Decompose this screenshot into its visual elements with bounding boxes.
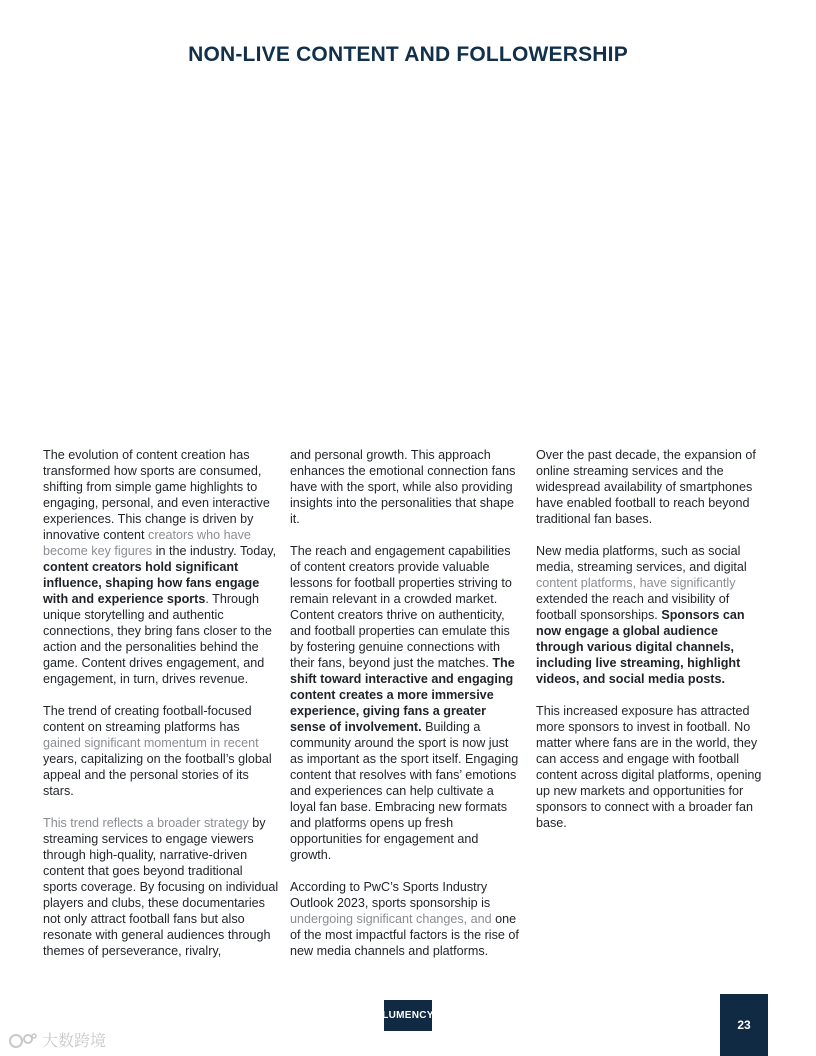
text-run: by streaming services to engage viewers through high-quality, narrative-driven content that goes beyond traditional sports coverage. By focusing on individual players and clubs, these documentaries not only attract football fans but also resonate with general audiences through themes of perseverance, rivalry,	[43, 815, 279, 958]
text-column-right	[536, 448, 762, 848]
text-run: According to PwC’s Sports Industry Outlook 2023, sports sponsorship is	[290, 879, 491, 910]
lumency-logo: LUMENCY	[384, 1000, 432, 1031]
text-column-middle	[290, 448, 522, 976]
page-title: NON-LIVE CONTENT AND FOLLOWERSHIP	[188, 43, 628, 66]
text-run: extended the reach and visibility of football sponsorships.	[536, 591, 730, 622]
text-column-left	[43, 448, 279, 976]
highlighted-text: gained significant momentum in recent	[43, 735, 259, 750]
text-run: . Through unique storytelling and authentic connections, they bring fans closer to the action and the personalities behind the game. Content drives engagement, and engagement, in turn, drives revenue.	[43, 591, 272, 686]
highlighted-text: content platforms, have significantly	[536, 575, 736, 590]
watermark-logo-icon	[8, 1030, 38, 1050]
text-run: in the industry. Today,	[152, 543, 277, 558]
bold-text: Sponsors can now engage a global audience through various digital channels, including live streaming, highlight videos, and social media posts.	[536, 607, 745, 686]
paragraph	[290, 544, 522, 864]
bold-text: content creators hold significant influence, shaping how fans engage with and experience sports	[43, 559, 260, 606]
text-run: The trend of creating football-focused content on streaming platforms has	[43, 703, 252, 734]
text-run: The evolution of content creation has transformed how sports are consumed, shifting from simple game highlights to engaging, personal, and even interactive experiences. This change is driven by innovative content	[43, 448, 270, 542]
paragraph	[290, 880, 522, 960]
highlighted-text: creators who have become key figures	[43, 527, 251, 558]
bold-text: The shift toward interactive and engaging content creates a more immersive experience, giving fans a greater sense of involvement.	[290, 655, 515, 734]
paragraph	[43, 448, 279, 688]
text-run: years, capitalizing on the football’s global appeal and the personal stories of its stars.	[43, 751, 272, 798]
highlighted-text: This trend reflects a broader strategy	[43, 815, 249, 830]
text-run: one of the most impactful factors is the rise of new media channels and platforms.	[290, 911, 519, 958]
paragraph	[43, 816, 279, 960]
paragraph	[43, 704, 279, 800]
paragraph: This increased exposure has attracted more sponsors to invest in football. No matter where fans are in the world, they can access and engage with football content across digital platforms, opening up new markets and opportunities for sponsors to connect with a broader fan base.	[536, 703, 762, 830]
watermark	[8, 1028, 106, 1051]
paragraph: and personal growth. This approach enhances the emotional connection fans have with the sport, while also providing insights into the personalities that shape it.	[290, 448, 516, 526]
paragraph: Over the past decade, the expansion of online streaming services and the widespread availability of smartphones have enabled football to reach beyond traditional fan bases.	[536, 448, 756, 526]
page-number: 23	[720, 994, 768, 1056]
watermark-text: 大数跨境	[42, 1031, 107, 1050]
text-run: New media platforms, such as social media, streaming services, and digital	[536, 543, 747, 574]
text-run: The reach and engagement capabilities of content creators provide valuable lessons for football properties striving to remain relevant in a crowded market. Content creators thrive on authenticity, and football properties can emulate this by fostering genuine connections with their fans, beyond just the matches.	[290, 543, 512, 670]
paragraph	[536, 544, 762, 688]
text-run: Building a community around the sport is now just as important as the sport itself. Engaging content that resolves with fans’ emotions and experiences can help cultivate a loyal fan base. Embracing new formats and platforms opens up fresh opportunities for engagement and growth.	[290, 719, 519, 862]
highlighted-text: undergoing significant changes, and	[290, 911, 492, 926]
